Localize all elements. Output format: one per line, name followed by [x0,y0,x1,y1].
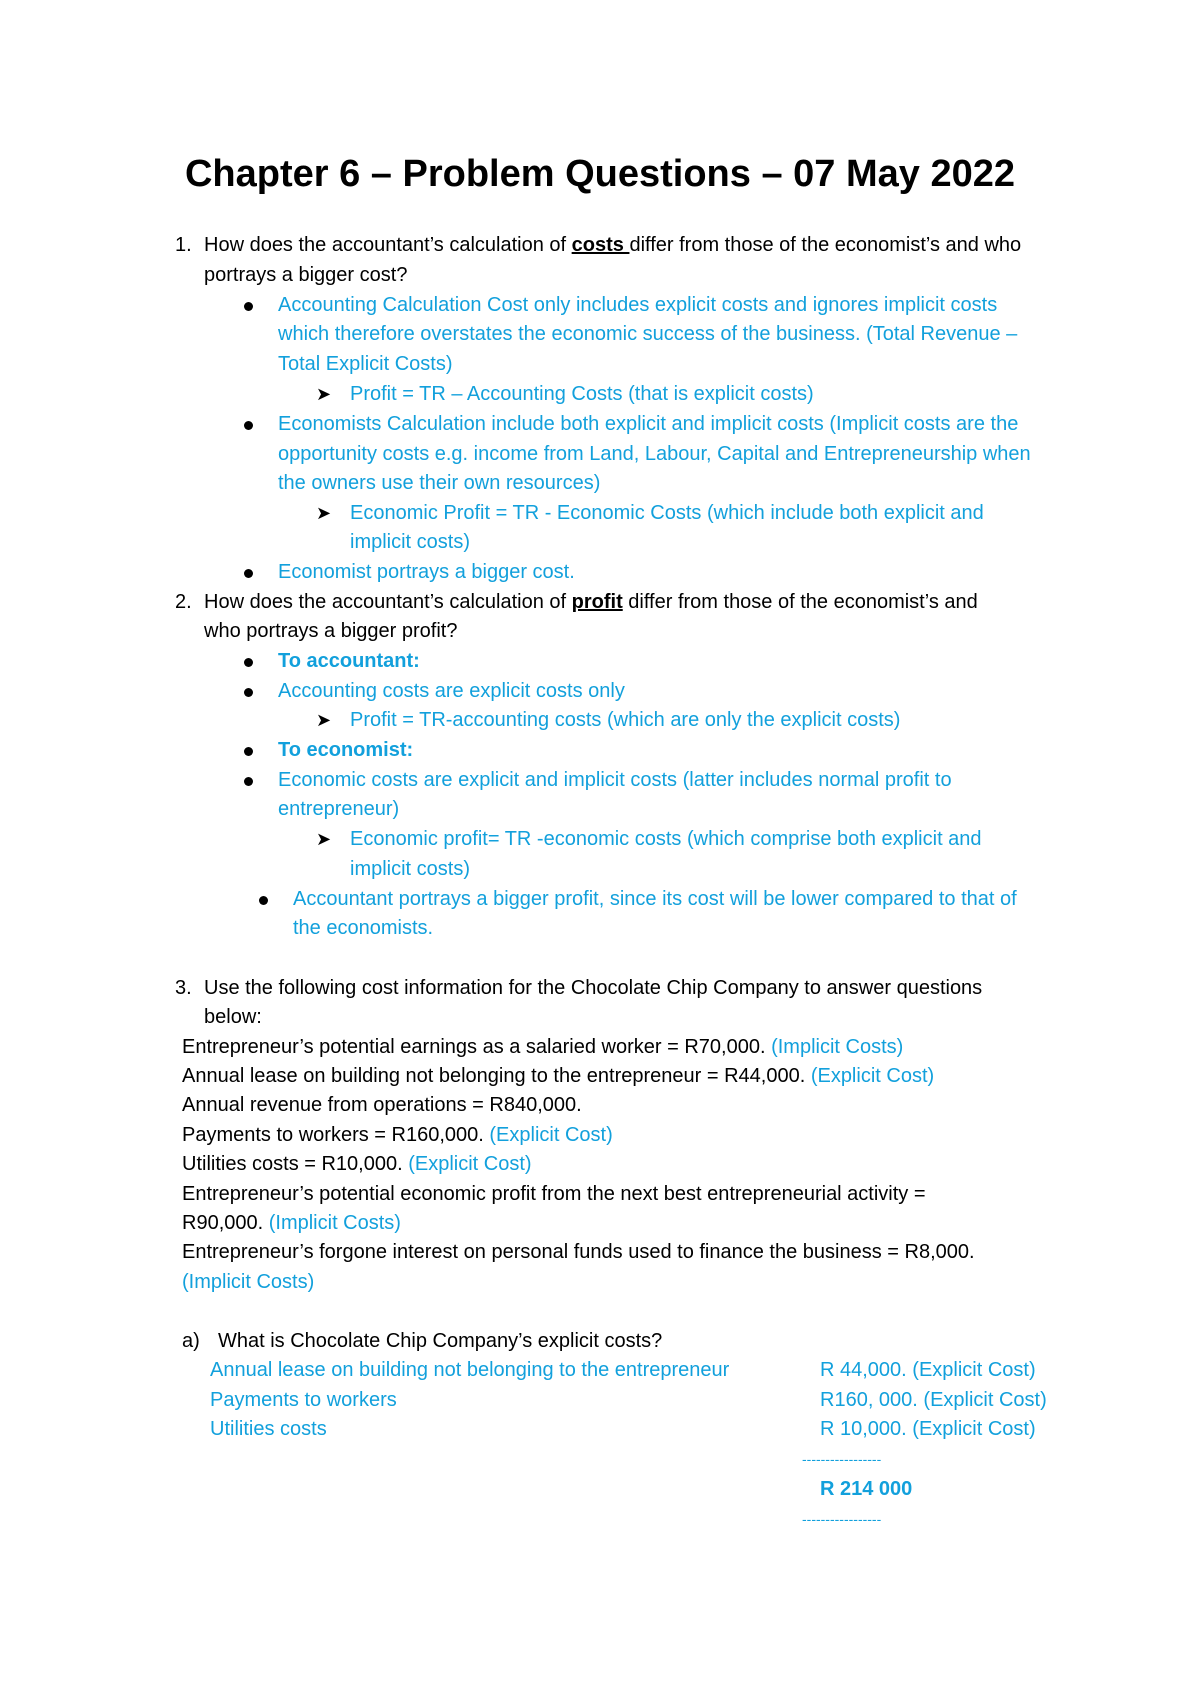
answer-text: which therefore overstates the economic success of the business. (Total Revenue – [278,323,1018,345]
cost-item [182,1209,401,1237]
question-text-part: differ from those of the economist’s and [622,591,978,613]
cost-item: Annual revenue from operations = R840,000. [182,1094,582,1116]
bullet-icon [244,747,253,756]
question-text-part: differ from those of the economist’s and who [629,234,1022,256]
answer-text: Economist portrays a bigger cost. [278,561,575,583]
bullet-icon [244,688,253,697]
question-keyword: costs [571,234,630,256]
cost-tag: (Explicit Cost) [408,1153,532,1175]
cost-item-text: Payments to workers = R160,000. [182,1124,490,1146]
cost-tag: (Explicit Cost) [810,1065,935,1087]
answer-text: Profit = TR-accounting costs (which are only the explicit costs) [350,709,901,731]
arrow-bullet-icon: ➤ [316,829,332,849]
arrow-bullet-icon: ➤ [316,503,332,523]
bullet-icon [244,569,253,578]
cost-item [182,1150,532,1178]
answer-text: the owners use their own resources) [278,472,601,494]
bullet-icon [244,421,253,430]
cost-item [182,1062,934,1090]
arrow-bullet-icon: ➤ [316,384,332,404]
cost-item [182,1121,613,1149]
subquestion-label: a) [182,1330,200,1352]
cost-item: Entrepreneur’s forgone interest on personal funds used to finance the business = R8,000. [182,1241,975,1263]
question-text-part: How does the accountant’s calculation of [204,234,572,256]
explicit-cost-amount: R160, 000. (Explicit Cost) [820,1389,1047,1411]
question-text: who portrays a bigger profit? [204,620,458,642]
answer-text: Accounting Calculation Cost only includes explicit costs and ignores implicit costs [278,294,998,316]
bullet-icon [244,302,253,311]
cost-tag: (Implicit Costs) [268,1212,401,1234]
cost-item-text: Utilities costs = R10,000. [182,1153,409,1175]
bullet-icon [259,896,268,905]
answer-text: Total Explicit Costs) [278,353,453,375]
explicit-cost-amount: R 44,000. (Explicit Cost) [820,1359,1036,1381]
question-keyword: profit [571,591,623,613]
cost-item-text: Entrepreneur’s potential earnings as a salaried worker = R70,000. [182,1036,772,1058]
bullet-icon [244,777,253,786]
subquestion-text: What is Chocolate Chip Company’s explicit costs? [218,1330,663,1352]
answer-text: implicit costs) [350,531,471,553]
answer-text: Economic Profit = TR - Economic Costs (which include both explicit and [350,502,984,524]
answer-heading: To accountant: [278,650,420,672]
question-number: 1. [175,234,192,256]
answer-heading: To economist: [278,739,414,761]
answer-text: Economic profit= TR -economic costs (which comprise both explicit and [350,828,982,850]
cost-tag: (Implicit Costs) [771,1036,904,1058]
question-text [204,231,1021,259]
total-divider: ----------------- [802,1511,882,1527]
page-title: Chapter 6 – Problem Questions – 07 May 2022 [184,153,1015,195]
cost-tag: (Implicit Costs) [182,1271,315,1293]
question-text [204,588,978,616]
answer-text: Economic costs are explicit and implicit costs (latter includes normal profit to [278,769,952,791]
question-number: 2. [175,591,192,613]
cost-item [182,1033,903,1061]
question-text: Use the following cost information for the Chocolate Chip Company to answer questions [204,977,983,999]
question-number: 3. [175,977,192,999]
answer-text: entrepreneur) [278,798,400,820]
explicit-cost-total: R 214 000 [820,1478,913,1500]
explicit-cost-item: Utilities costs [210,1418,327,1440]
explicit-cost-item: Payments to workers [210,1389,397,1411]
cost-item-text: R90,000. [182,1212,269,1234]
explicit-cost-item: Annual lease on building not belonging to the entrepreneur [210,1359,730,1381]
arrow-bullet-icon: ➤ [316,710,332,730]
bullet-icon [244,658,253,667]
question-text: below: [204,1006,262,1028]
answer-text: Accounting costs are explicit costs only [278,680,625,702]
explicit-cost-amount: R 10,000. (Explicit Cost) [820,1418,1036,1440]
total-divider: ----------------- [802,1451,882,1467]
answer-text: the economists. [293,917,434,939]
question-text-part: How does the accountant’s calculation of [204,591,572,613]
answer-text: opportunity costs e.g. income from Land, Labour, Capital and Entrepreneurship when [278,443,1031,465]
cost-tag: (Explicit Cost) [489,1124,613,1146]
cost-item: Entrepreneur’s potential economic profit from the next best entrepreneurial activity = [182,1183,926,1205]
answer-text: Profit = TR – Accounting Costs (that is explicit costs) [350,383,814,405]
answer-text: Accountant portrays a bigger profit, since its cost will be lower compared to that of [293,888,1017,910]
cost-item-text: Annual lease on building not belonging to the entrepreneur = R44,000. [182,1065,811,1087]
question-text: portrays a bigger cost? [204,264,408,286]
answer-text: Economists Calculation include both explicit and implicit costs (Implicit costs are the [278,413,1019,435]
answer-text: implicit costs) [350,858,471,880]
